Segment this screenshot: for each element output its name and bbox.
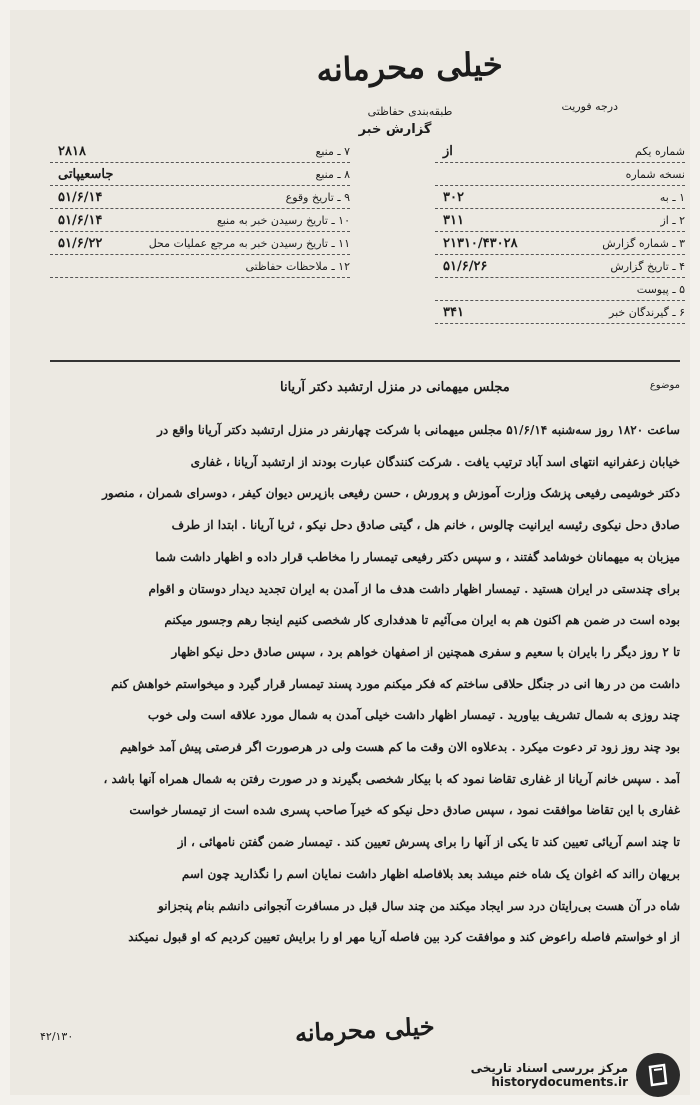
- body-line: بوده است در ضمن هم اکنون هم به ایران می‌آئیم تا هدفداری کار شخصی کنیم اینجا رهم وجسور میکنم: [164, 613, 680, 628]
- body-line: خیابان زعفرانیه انتهای اسد آباد ترتیب یافت . شرکت کنندگان عبارت بودند از ارتشبد آریانا ، غفاری: [190, 454, 680, 469]
- subject-label: موضوع: [649, 380, 680, 391]
- classification-label: طبقه‌بندی حفاظتی: [367, 105, 453, 118]
- body-line: بود چند روز زود تر دعوت میکرد . بدعلاوه الان وقت ما کم هست ولی در هرصورت اگر فرصتی پیش آمد خواهیم: [119, 740, 680, 755]
- body-line: چند روزی به شمال تشریف بیاورید . تیمسار اظهار داشت خیلی آمدن به شمال مورد علاقه است ولی خوب: [147, 708, 680, 723]
- meta-left-row: ۸ ـ منبع جاسعیپاتی: [50, 163, 350, 186]
- body-line: ساعت ۱۸۲۰ روز سه‌شنبه ۵۱/۶/۱۴ مجلس میهمانی با شرکت چهارنفر در منزل ارتشبد دکتر آریانا واقع در: [157, 423, 680, 437]
- archive-name: مرکز بررسی اسناد تاریخی: [470, 1061, 628, 1075]
- meta-right-row: ۵ ـ پیوست: [435, 278, 685, 301]
- meta-right-row: ۳ ـ شماره گزارش ۲۱۳۱۰/۴۳۰۲۸: [435, 232, 685, 255]
- meta-left-row: ۹ ـ تاریخ وقوع ۵۱/۶/۱۴: [50, 186, 350, 209]
- classification-stamp: خیلی محرمانه: [315, 44, 504, 90]
- meta-left-row: ۱۱ ـ تاریخ رسیدن خبر به مرجع عملیات محل ۵۱/۶/۲۲: [50, 232, 350, 255]
- body-line: داشت من در رها انی در جنگل حلاقی ساختم که فکر میکنم مورد پسند تیمسار قرار گیرد و میخواستم خواهش کنم: [111, 676, 680, 691]
- meta-left-row: ۷ ـ منبع ۲۸۱۸: [50, 140, 350, 163]
- subject-line: [280, 380, 680, 395]
- meta-left-block: [50, 140, 350, 278]
- body-line: صادق دحل نیکوی رئیسه ایرانیت چالوس ، خانم هل ، گیتی صادق دحل نیکو ، ثریا آریانا . ابتدا از طرف: [171, 518, 680, 533]
- document-page: [10, 10, 690, 1095]
- body-line: تا چند اسم آریائی تعیین کند تا یکی از آنها را برای پسرش تعیین کند . تیمسار ضمن گفتن نامهائی ، از: [177, 835, 680, 850]
- meta-right-block: [435, 140, 685, 324]
- body-line: تا ۲ روز دیگر را بایران با سعیم و سفری همچنین از اصفهان خواهم برد ، سپس صادق دحل نیکو اظهار: [171, 644, 680, 659]
- meta-right-row: ۴ ـ تاریخ گزارش ۵۱/۶/۲۶: [435, 255, 685, 278]
- page-number: ۴۲/۱۳۰: [40, 1030, 74, 1043]
- urgency-label: درجه فوریت: [561, 100, 618, 113]
- body-line: شاه در آن هست بی‌رایتان درد سر ایجاد میکند من چند سال قبل در مسافرت آنجوانی دانشم بنام پنجزانو: [158, 898, 680, 913]
- meta-right-row: شماره یکم از: [435, 140, 685, 163]
- meta-left-row: ۱۰ ـ تاریخ رسیدن خبر به منبع ۵۱/۶/۱۴: [50, 209, 350, 232]
- body-line: آمد . سپس خانم آریانا از غفاری تقاضا نمود که با بیکار شخصی بگیرند و در صورت رفتن به شمال همراه آنها باشد ،: [103, 771, 680, 786]
- body-line: غفاری با این تقاضا موافقت نمود ، سپس صادق دحل نیکو که خیرآ صاحب پسری شده است از تیمسار خواست: [129, 803, 680, 818]
- archive-watermark: [430, 1050, 680, 1100]
- archive-url[interactable]: historydocuments.ir: [491, 1075, 628, 1089]
- report-body: [50, 415, 680, 954]
- body-line: برای چندستی در ایران هستید . تیمسار اظهار داشت هدف ما از آمدن به ایران تجدید دیدار دوستان و اقوام: [148, 581, 680, 596]
- meta-right-row: ۱ ـ به ۳۰۲: [435, 186, 685, 209]
- report-title: گزارش خبر: [358, 122, 432, 137]
- subject-text: مجلس میهمانی در منزل ارتشبد دکتر آریانا: [280, 380, 510, 395]
- meta-right-row: ۶ ـ گیرندگان خبر ۳۴۱: [435, 301, 685, 324]
- section-divider: [50, 360, 680, 362]
- meta-right-row: ۲ ـ از ۳۱۱: [435, 209, 685, 232]
- body-line: میزبان به میهمانان خوشامد گفتند ، و سپس دکتر رفیعی تیمسار را مخاطب قرار داده و اظهار داشت شما: [155, 549, 680, 564]
- meta-left-row: ۱۲ ـ ملاحظات حفاظتی: [50, 255, 350, 278]
- archive-logo-icon: [636, 1053, 680, 1097]
- footer-classification-stamp: خیلی محرمانه: [294, 1011, 436, 1048]
- body-line: دکتر خوشیمی رفیعی پزشک وزارت آموزش و پرورش ، حسن رفیعی بازپرس دیوان کیفر ، دوسرای شمران ، منصور: [102, 486, 680, 501]
- meta-right-row: نسخه شماره: [435, 163, 685, 186]
- body-line: از او خواستم فاصله راعوض کند و موافقت کرد بین فاصله آریا مهر او را برایش تعیین کردیم که او قبول نمیکند: [128, 930, 680, 945]
- body-line: بریهان رااند که اغوان یک شاه خنم میشد بعد بلافاصله اظهار داشت نمایان اسم را نگذارید چون اسم: [181, 866, 680, 881]
